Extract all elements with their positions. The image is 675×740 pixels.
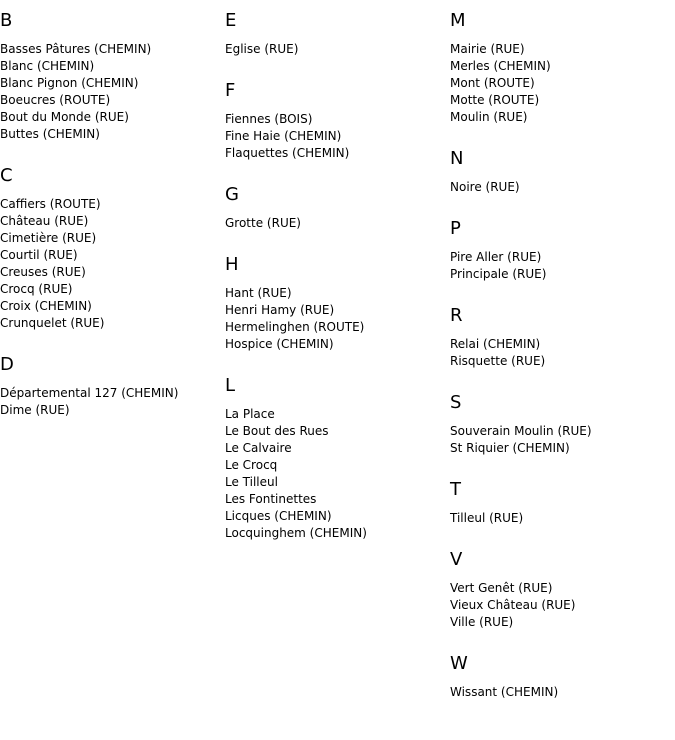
street-list-item: Motte (ROUTE): [450, 93, 540, 107]
street-list-item: La Place: [225, 407, 275, 421]
section-letter-heading: T: [450, 479, 461, 500]
street-list: [225, 41, 450, 58]
street-list-item: Licques (CHEMIN): [225, 509, 332, 523]
street-list-item: Le Tilleul: [225, 475, 278, 489]
section-letter-heading: B: [0, 10, 13, 31]
section-letter-heading: L: [225, 375, 236, 396]
street-list-item: Vieux Château (RUE): [450, 598, 576, 612]
letter-section: [450, 306, 675, 370]
street-list-item: Pire Aller (RUE): [450, 250, 542, 264]
letter-section: [450, 654, 675, 701]
street-list-item: Départemental 127 (CHEMIN): [0, 386, 179, 400]
street-list: [0, 385, 225, 419]
section-letter-heading: S: [450, 392, 462, 413]
street-list: [0, 196, 225, 332]
section-letter-heading: W: [450, 653, 468, 674]
street-list: [450, 249, 675, 283]
street-list-item: Locquinghem (CHEMIN): [225, 526, 367, 540]
letter-section: [0, 11, 225, 143]
street-list-item: Courtil (RUE): [0, 248, 78, 262]
street-list-item: Fiennes (BOIS): [225, 112, 313, 126]
street-list: [225, 215, 450, 232]
street-list-item: Basses Pâtures (CHEMIN): [0, 42, 152, 56]
street-list-item: Buttes (CHEMIN): [0, 127, 100, 141]
street-list: [450, 336, 675, 370]
street-list-item: Mairie (RUE): [450, 42, 525, 56]
street-list-item: Souverain Moulin (RUE): [450, 424, 592, 438]
street-list-item: Moulin (RUE): [450, 110, 528, 124]
street-list: [450, 423, 675, 457]
section-letter-heading: R: [450, 305, 463, 326]
street-list-item: Boeucres (ROUTE): [0, 93, 111, 107]
section-letter-heading: F: [225, 80, 236, 101]
street-list: [450, 510, 675, 527]
street-list-item: Le Bout des Rues: [225, 424, 329, 438]
index-column: [0, 0, 225, 419]
letter-section: [450, 149, 675, 196]
index-column: [450, 0, 675, 701]
street-list-item: Le Calvaire: [225, 441, 292, 455]
letter-section: [225, 185, 450, 232]
street-list: [450, 41, 675, 126]
street-list-item: Hermelinghen (ROUTE): [225, 320, 365, 334]
street-list-item: St Riquier (CHEMIN): [450, 441, 570, 455]
street-list-item: Caffiers (ROUTE): [0, 197, 101, 211]
street-list-item: Wissant (CHEMIN): [450, 685, 559, 699]
section-letter-heading: P: [450, 218, 461, 239]
section-letter-heading: D: [0, 354, 14, 375]
letter-section: [225, 81, 450, 162]
street-list: [225, 285, 450, 353]
letter-section: [225, 11, 450, 58]
street-list-item: Creuses (RUE): [0, 265, 86, 279]
section-letter-heading: C: [0, 165, 13, 186]
street-list-item: Bout du Monde (RUE): [0, 110, 129, 124]
street-list-item: Risquette (RUE): [450, 354, 546, 368]
street-list-item: Croix (CHEMIN): [0, 299, 92, 313]
letter-section: [450, 11, 675, 126]
street-list: [450, 179, 675, 196]
street-list-item: Grotte (RUE): [225, 216, 301, 230]
street-list-item: Noire (RUE): [450, 180, 520, 194]
section-letter-heading: H: [225, 254, 239, 275]
street-list-item: Blanc (CHEMIN): [0, 59, 95, 73]
street-list-item: Principale (RUE): [450, 267, 547, 281]
section-letter-heading: N: [450, 148, 464, 169]
street-list-item: Fine Haie (CHEMIN): [225, 129, 342, 143]
letter-section: [225, 255, 450, 353]
street-list-item: Tilleul (RUE): [450, 511, 524, 525]
street-list: [0, 41, 225, 143]
street-list: [450, 684, 675, 701]
street-list-item: Merles (CHEMIN): [450, 59, 551, 73]
street-list: [225, 406, 450, 542]
section-letter-heading: V: [450, 549, 463, 570]
street-list-item: Vert Genêt (RUE): [450, 581, 553, 595]
street-list-item: Eglise (RUE): [225, 42, 299, 56]
street-list-item: Mont (ROUTE): [450, 76, 535, 90]
street-list: [225, 111, 450, 162]
street-list-item: Crunquelet (RUE): [0, 316, 105, 330]
section-letter-heading: E: [225, 10, 237, 31]
street-list-item: Hant (RUE): [225, 286, 292, 300]
street-list-item: Hospice (CHEMIN): [225, 337, 334, 351]
letter-section: [0, 166, 225, 332]
index-column: [225, 0, 450, 542]
section-letter-heading: G: [225, 184, 239, 205]
street-list-item: Le Crocq: [225, 458, 278, 472]
street-list: [450, 580, 675, 631]
street-list-item: Château (RUE): [0, 214, 89, 228]
street-list-item: Relai (CHEMIN): [450, 337, 541, 351]
letter-section: [450, 393, 675, 457]
letter-section: [0, 355, 225, 419]
street-list-item: Cimetière (RUE): [0, 231, 97, 245]
street-list-item: Crocq (RUE): [0, 282, 73, 296]
letter-section: [450, 219, 675, 283]
street-list-item: Flaquettes (CHEMIN): [225, 146, 350, 160]
section-letter-heading: M: [450, 10, 466, 31]
street-list-item: Ville (RUE): [450, 615, 514, 629]
street-list-item: Dime (RUE): [0, 403, 70, 417]
street-list-item: Les Fontinettes: [225, 492, 317, 506]
street-list-item: Henri Hamy (RUE): [225, 303, 335, 317]
letter-section: [450, 480, 675, 527]
letter-section: [450, 550, 675, 631]
street-list-item: Blanc Pignon (CHEMIN): [0, 76, 139, 90]
letter-section: [225, 376, 450, 542]
